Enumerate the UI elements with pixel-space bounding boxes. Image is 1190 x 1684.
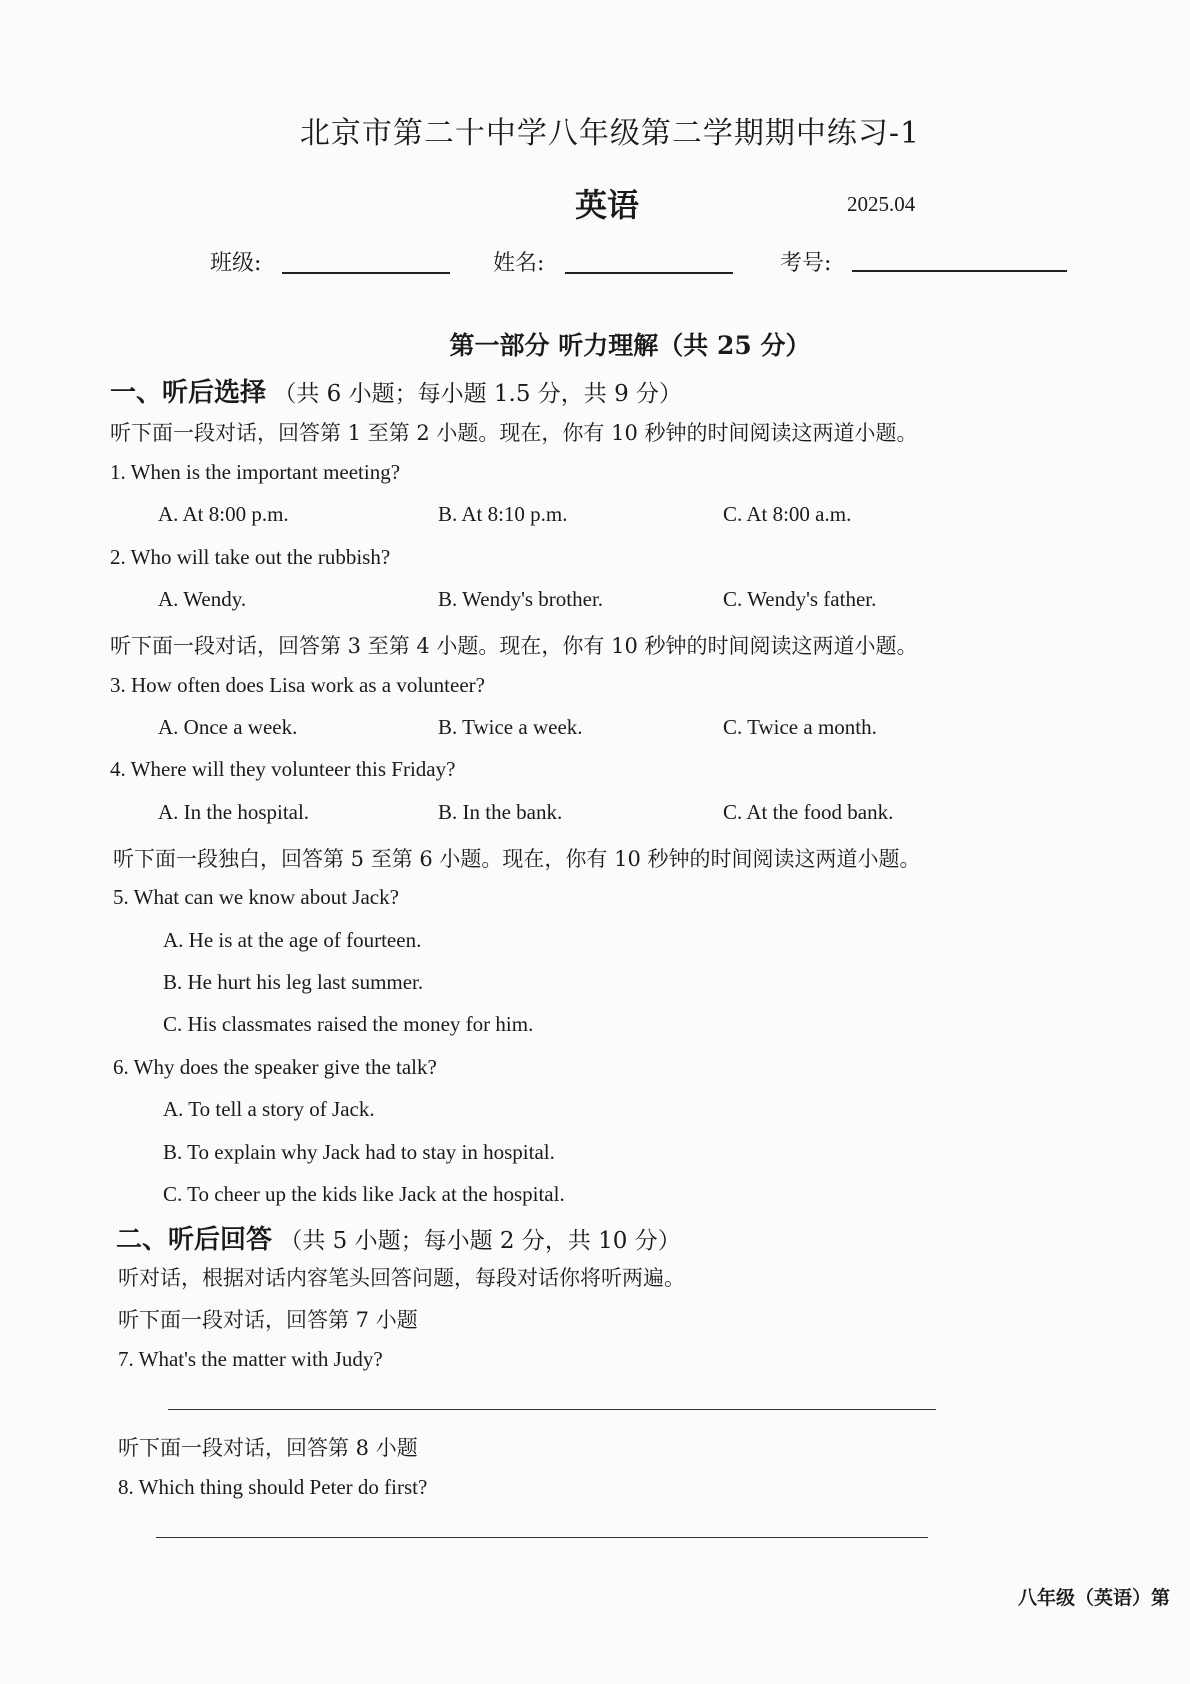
- q6-option-a: A. To tell a story of Jack.: [163, 1097, 375, 1121]
- q2-option-c: C. Wendy's father.: [723, 587, 877, 611]
- question-3: 3. How often does Lisa work as a volunteer?: [110, 673, 485, 697]
- q1-option-b: B. At 8:10 p.m.: [438, 502, 568, 526]
- instruction-1: 听下面一段对话，回答第 1 至第 2 小题。现在，你有 10 秒钟的时间阅读这两道小题。: [110, 421, 918, 445]
- section-two-heading: [116, 1219, 681, 1256]
- exam-title: 北京市第二十中学八年级第二学期期中练习-1: [299, 116, 921, 151]
- q3-option-c: C. Twice a month.: [723, 715, 877, 739]
- question-8: 8. Which thing should Peter do first?: [118, 1475, 428, 1499]
- q4-option-c: C. At the food bank.: [723, 800, 894, 824]
- q5-option-a: A. He is at the age of fourteen.: [163, 928, 422, 952]
- name-label: 姓名:: [493, 251, 545, 276]
- q1-option-c: C. At 8:00 a.m.: [723, 502, 852, 526]
- page-footer: 八年级（英语）第: [1017, 1587, 1170, 1609]
- instruction-3: 听下面一段独白，回答第 5 至第 6 小题。现在，你有 10 秒钟的时间阅读这两道小题。: [113, 847, 921, 871]
- question-6: 6. Why does the speaker give the talk?: [113, 1055, 437, 1079]
- class-input-line[interactable]: [282, 272, 450, 274]
- question-7: 7. What's the matter with Judy?: [118, 1347, 383, 1371]
- instruction-q7: 听下面一段对话，回答第 7 小题: [118, 1308, 418, 1332]
- q3-option-b: B. Twice a week.: [438, 715, 583, 739]
- exam-number-label: 考号:: [780, 251, 832, 276]
- question-5: 5. What can we know about Jack?: [113, 885, 399, 909]
- q4-option-b: B. In the bank.: [438, 800, 563, 824]
- question-2: 2. Who will take out the rubbish?: [110, 545, 391, 569]
- instruction-q8: 听下面一段对话，回答第 8 小题: [118, 1436, 418, 1460]
- name-input-line[interactable]: [565, 272, 733, 274]
- section-two-intro: 听对话，根据对话内容笔头回答问题，每段对话你将听两遍。: [118, 1266, 685, 1290]
- q1-option-a: A. At 8:00 p.m.: [158, 502, 289, 526]
- answer-line-q7[interactable]: [168, 1409, 936, 1410]
- exam-number-input-line[interactable]: [852, 270, 1067, 272]
- answer-line-q8[interactable]: [156, 1537, 928, 1538]
- exam-date: 2025.04: [847, 192, 916, 216]
- q3-option-a: A. Once a week.: [158, 715, 298, 739]
- q5-option-c: C. His classmates raised the money for him.: [163, 1012, 534, 1036]
- section-one-heading: [110, 372, 682, 409]
- section-two-note: （共 5 小题；每小题 2 分，共 10 分）: [279, 1228, 681, 1254]
- q5-option-b: B. He hurt his leg last summer.: [163, 970, 424, 994]
- part-one-title: 第一部分 听力理解（共 25 分）: [449, 331, 811, 360]
- q2-option-a: A. Wendy.: [158, 587, 247, 611]
- q6-option-b: B. To explain why Jack had to stay in hospital.: [163, 1140, 555, 1164]
- q4-option-a: A. In the hospital.: [158, 800, 310, 824]
- class-label: 班级:: [210, 251, 262, 276]
- question-4: 4. Where will they volunteer this Friday?: [110, 757, 456, 781]
- section-one-note: （共 6 小题；每小题 1.5 分，共 9 分）: [273, 381, 683, 407]
- instruction-2: 听下面一段对话，回答第 3 至第 4 小题。现在，你有 10 秒钟的时间阅读这两道小题。: [110, 634, 918, 658]
- section-two-label: 二、听后回答: [116, 1225, 273, 1255]
- question-1: 1. When is the important meeting?: [110, 460, 401, 484]
- q2-option-b: B. Wendy's brother.: [438, 587, 604, 611]
- subject-title: 英语: [575, 186, 640, 224]
- section-one-label: 一、听后选择: [110, 378, 267, 408]
- q6-option-c: C. To cheer up the kids like Jack at the hospital.: [163, 1182, 565, 1206]
